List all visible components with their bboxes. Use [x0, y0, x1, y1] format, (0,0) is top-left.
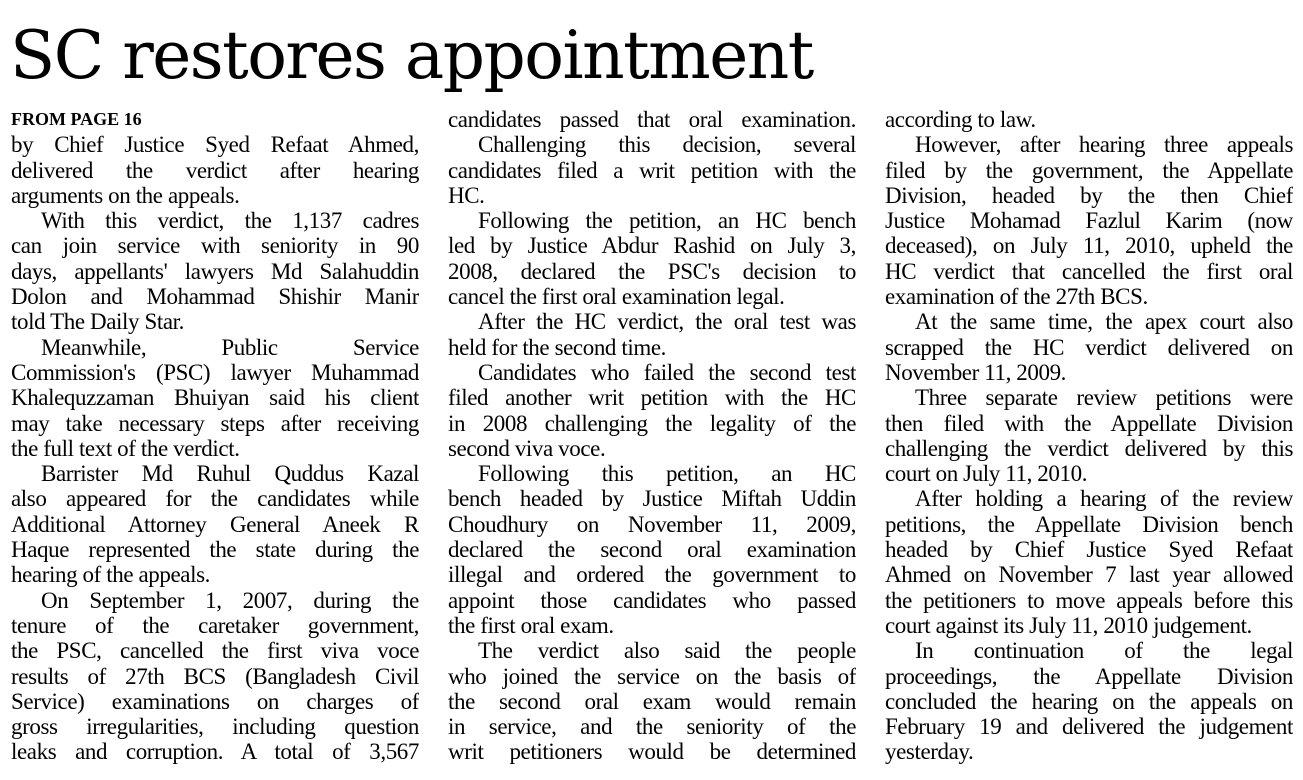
text-line: the full text of the verdict.	[11, 435, 240, 461]
text-line: Candidates who failed the second test	[478, 359, 856, 385]
text-line: At the same time, the apex court also	[915, 309, 1293, 335]
text-line: filed by the government, the Appellate	[885, 157, 1293, 183]
text-line: petitions, the Appellate Division bench	[885, 511, 1293, 537]
article-column-3	[885, 107, 1293, 765]
text-line: Following the petition, an HC bench	[478, 208, 856, 234]
text-line: arguments on the appeals.	[11, 182, 240, 208]
text-line: Choudhury on November 11, 2009,	[448, 511, 856, 537]
text-line: in service, and the seniority of the	[448, 714, 856, 740]
text-line: cancel the first oral examination legal.	[448, 284, 785, 310]
text-line: writ petitioners would be determined	[448, 739, 856, 765]
text-line: Ahmed on November 7 last year allowed	[885, 562, 1293, 588]
text-line: Additional Attorney General Aneek R	[11, 511, 419, 537]
text-line: delivered the verdict after hearing	[11, 157, 419, 183]
text-line: Following this petition, an HC	[478, 461, 856, 487]
text-line: deceased), on July 11, 2010, upheld the	[885, 233, 1293, 259]
text-line: Khalequzzaman Bhuiyan said his client	[11, 385, 419, 411]
text-line: appoint those candidates who passed	[448, 587, 856, 613]
headline: SC restores appointment	[10, 17, 813, 94]
text-line: examination of the 27th BCS.	[885, 284, 1148, 310]
text-line: court against its July 11, 2010 judgement.	[885, 612, 1252, 638]
text-line: 2008, declared the PSC's decision to	[448, 258, 856, 284]
text-line: leaks and corruption. A total of 3,567	[11, 739, 419, 765]
text-line: bench headed by Justice Miftah Uddin	[448, 486, 856, 512]
text-line: held for the second time.	[448, 334, 667, 360]
article-column-2	[448, 107, 856, 765]
text-line: the PSC, cancelled the first viva voce	[11, 638, 419, 664]
kicker-label: FROM PAGE 16	[11, 109, 142, 129]
text-line: the second oral exam would remain	[448, 688, 856, 714]
text-line: The verdict also said the people	[478, 638, 856, 664]
text-line: illegal and ordered the government to	[448, 562, 856, 588]
text-line: Three separate review petitions were	[915, 385, 1293, 411]
text-line: Commission's (PSC) lawyer Muhammad	[11, 359, 419, 385]
text-line: Barrister Md Ruhul Quddus Kazal	[41, 461, 419, 487]
text-line: On September 1, 2007, during the	[41, 587, 419, 613]
text-line: Dolon and Mohammad Shishir Manir	[11, 284, 419, 310]
text-line: After the HC verdict, the oral test was	[478, 309, 856, 335]
text-line: In continuation of the legal	[915, 638, 1293, 664]
text-line: proceedings, the Appellate Division	[885, 663, 1293, 689]
text-line: February 19 and delivered the judgement	[885, 714, 1293, 740]
text-line: gross irregularities, including question	[11, 714, 419, 740]
text-line: results of 27th BCS (Bangladesh Civil	[11, 663, 419, 689]
text-line: November 11, 2009.	[885, 359, 1067, 385]
text-line: yesterday.	[885, 739, 974, 765]
text-line: However, after hearing three appeals	[915, 132, 1293, 158]
text-line: Division, headed by the then Chief	[885, 182, 1293, 208]
text-line: the petitioners to move appeals before this	[885, 587, 1293, 613]
text-line: Justice Mohamad Fazlul Karim (now	[885, 208, 1293, 234]
text-line: told The Daily Star.	[11, 309, 185, 335]
text-line: can join service with seniority in 90	[11, 233, 419, 259]
text-line: led by Justice Abdur Rashid on July 3,	[448, 233, 856, 259]
text-line: filed another writ petition with the HC	[448, 385, 856, 411]
text-line: challenging the verdict delivered by this	[885, 435, 1293, 461]
text-line: headed by Chief Justice Syed Refaat	[885, 537, 1293, 563]
text-line: HC verdict that cancelled the first oral	[885, 258, 1293, 284]
text-line: may take necessary steps after receiving	[11, 410, 419, 436]
text-line: HC.	[448, 182, 485, 208]
text-line: court on July 11, 2010.	[885, 461, 1088, 487]
text-line: second viva voce.	[448, 435, 606, 461]
article-column-1	[11, 107, 419, 765]
text-line: Challenging this decision, several	[478, 132, 856, 158]
text-line: then filed with the Appellate Division	[885, 410, 1293, 436]
text-line: scrapped the HC verdict delivered on	[885, 334, 1293, 360]
text-line: With this verdict, the 1,137 cadres	[41, 208, 419, 234]
text-line: according to law.	[885, 107, 1036, 132]
text-line: by Chief Justice Syed Refaat Ahmed,	[11, 132, 419, 158]
text-line: candidates filed a writ petition with the	[448, 157, 856, 183]
text-line: the first oral exam.	[448, 612, 614, 638]
text-line: After holding a hearing of the review	[915, 486, 1293, 512]
text-line: candidates passed that oral examination.	[448, 107, 856, 132]
text-line: days, appellants' lawyers Md Salahuddin	[11, 258, 419, 284]
text-line: Service) examinations on charges of	[11, 688, 419, 714]
text-line: Haque represented the state during the	[11, 537, 419, 563]
text-line: in 2008 challenging the legality of the	[448, 410, 856, 436]
text-line: Meanwhile, Public Service	[41, 334, 419, 360]
text-line: who joined the service on the basis of	[448, 663, 856, 689]
text-line: concluded the hearing on the appeals on	[885, 688, 1293, 714]
text-line: declared the second oral examination	[448, 537, 856, 563]
text-line: also appeared for the candidates while	[11, 486, 419, 512]
text-line: hearing of the appeals.	[11, 562, 210, 588]
text-line: tenure of the caretaker government,	[11, 612, 419, 638]
